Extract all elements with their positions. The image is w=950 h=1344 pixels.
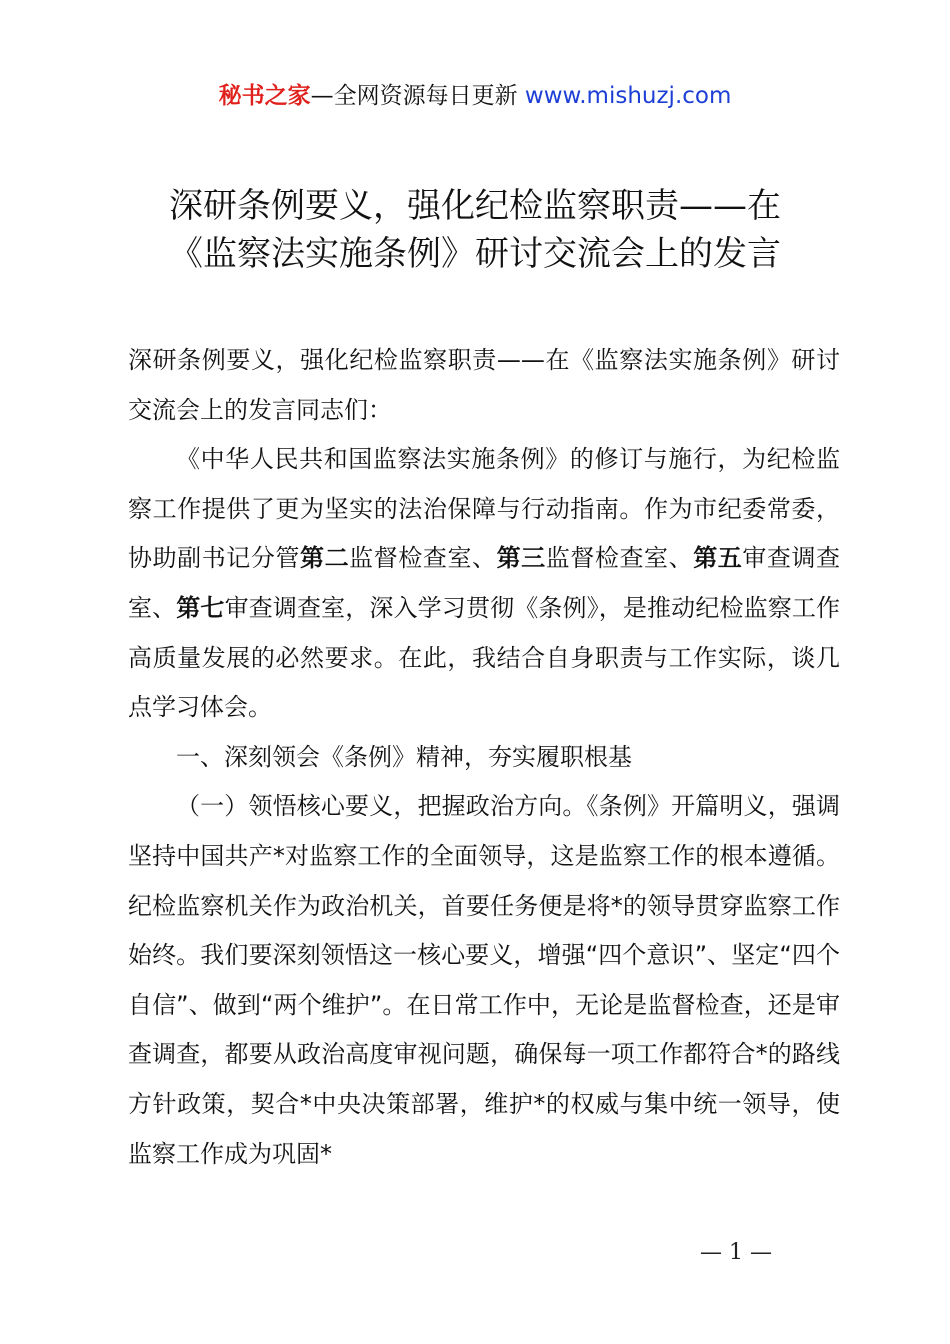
brand-name: 秘书之家 <box>218 83 311 109</box>
bold-office-5: 第五 <box>693 544 743 573</box>
bold-office-7: 第七 <box>176 593 225 622</box>
intro-text-f: 审查调查室，深入学习贯彻《条例》，是推动纪检监察工作高质量发展的必然要求。在此，我结合自身职责与工作实际，谈几点学习体会。 <box>128 593 841 722</box>
salutation-paragraph: 深研条例要义，强化纪检监察职责——在《监察法实施条例》研讨交流会上的发言同志们： <box>128 346 840 424</box>
title-line-2: 《监察法实施条例》研讨交流会上的发言 <box>169 234 781 274</box>
section-heading-1: 一、深刻领会《条例》精神，夯实履职根基 <box>176 742 632 771</box>
bold-office-3: 第三 <box>496 544 546 573</box>
intro-text-a: 《中华人民共和国监察法实施条例》的修订与施行，为纪检监察工作提供了更为坚实的法治保障与行动指南。作为市纪委常委，协助副书记分管 <box>128 445 840 573</box>
intro-text-c: 监督检查室、 <box>349 544 497 573</box>
intro-text-d: 监督检查室、 <box>545 544 694 573</box>
document-body <box>128 336 840 1179</box>
site-banner <box>0 80 950 112</box>
intro-paragraph <box>128 435 840 733</box>
document-title <box>100 182 850 278</box>
page-number: — 1 — <box>700 1240 772 1265</box>
title-line-1: 深研条例要义，强化纪检监察职责——在 <box>169 186 781 226</box>
bold-office-2: 第二 <box>300 544 350 573</box>
intro-text-e: 审查调查室、 <box>128 544 841 622</box>
banner-tagline: —全网资源每日更新 <box>310 83 525 109</box>
site-url-link[interactable]: www.mishuzj.com <box>524 83 732 109</box>
section-1-paragraph: （一）领悟核心要义，把握政治方向。《条例》开篇明义，强调坚持中国共产*对监察工作的全面领导，这是监察工作的根本遵循。纪检监察机关作为政治机关，首要任务便是将*的领导贯穿监察工作始终。我们要深刻领悟这一核心要义，增强“四个意识”、坚定“四个自信”、做到“两个维护”。在日常工作中，无论是监督检查，还是审查调查，都要从政治高度审视问题，确保每一项工作都符合*的路线方针政策，契合*中央决策部署，维护*的权威与集中统一领导，使监察工作成为巩固* <box>128 792 840 1168</box>
